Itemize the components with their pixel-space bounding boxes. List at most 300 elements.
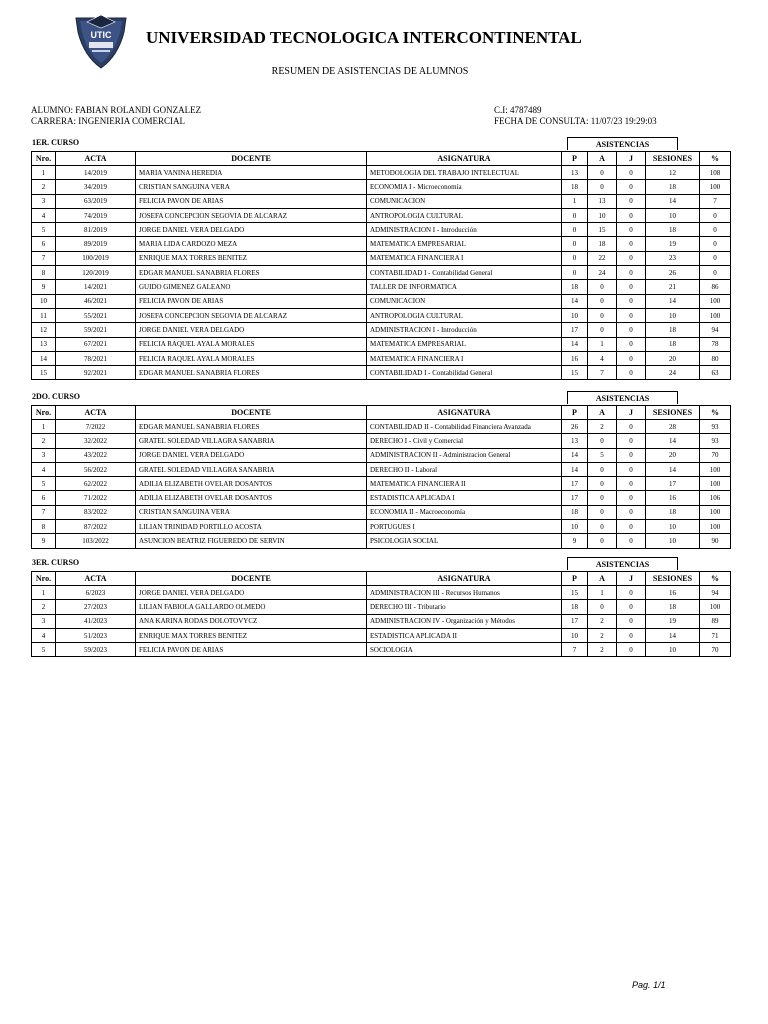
cell-acta: 89/2019 (56, 237, 136, 251)
logo-text: UTIC (90, 30, 112, 40)
cell-docente: LILIAN FABIOLA GALLARDO OLMEDO (136, 600, 367, 614)
cell-asignatura: COMUNICACION (367, 294, 562, 308)
cell-pct: 71 (700, 628, 731, 642)
cell-pct: 100 (700, 600, 731, 614)
cell-a: 0 (588, 520, 617, 534)
cell-pct: 108 (700, 166, 731, 180)
cell-nro: 1 (32, 586, 56, 600)
table-row (32, 237, 731, 251)
cell-p: 18 (562, 280, 588, 294)
cell-acta: 120/2019 (56, 266, 136, 280)
cell-nro: 5 (32, 643, 56, 657)
table-row (32, 266, 731, 280)
cell-sesiones: 14 (646, 628, 700, 642)
cell-j: 0 (617, 294, 646, 308)
column-header-docente: DOCENTE (136, 152, 367, 166)
cell-nro: 9 (32, 280, 56, 294)
cell-pct: 78 (700, 337, 731, 351)
cell-nro: 1 (32, 166, 56, 180)
column-header-asignatura: ASIGNATURA (367, 406, 562, 420)
cell-p: 26 (562, 420, 588, 434)
cell-nro: 12 (32, 323, 56, 337)
table-row (32, 505, 731, 519)
cell-acta: 103/2022 (56, 534, 136, 548)
cell-asignatura: CONTABILIDAD II - Contabilidad Financiera Avanzada (367, 420, 562, 434)
cell-asignatura: CONTABILIDAD I - Contabilidad General (367, 366, 562, 380)
cell-p: 9 (562, 534, 588, 548)
cell-a: 0 (588, 477, 617, 491)
cell-asignatura: ADMINISTRACION IV - Organización y Métodos (367, 614, 562, 628)
cell-pct: 100 (700, 505, 731, 519)
cell-nro: 11 (32, 308, 56, 322)
cell-nro: 8 (32, 266, 56, 280)
cell-p: 16 (562, 351, 588, 365)
column-header-a: A (588, 152, 617, 166)
column-header-j: J (617, 572, 646, 586)
column-header-sesiones: SESIONES (646, 152, 700, 166)
cell-sesiones: 19 (646, 237, 700, 251)
section-header (31, 557, 730, 571)
cell-asignatura: ADMINISTRACION III - Recursos Humanos (367, 586, 562, 600)
cell-docente: CRISTIAN SANGUINA VERA (136, 180, 367, 194)
asistencias-header: ASISTENCIAS (567, 557, 678, 570)
cell-nro: 1 (32, 420, 56, 434)
cell-docente: ADILIA ELIZABETH OVELAR DOSANTOS (136, 491, 367, 505)
table-row (32, 280, 731, 294)
cell-a: 15 (588, 223, 617, 237)
cell-nro: 3 (32, 448, 56, 462)
cell-asignatura: MATEMATICA FINANCIERA I (367, 351, 562, 365)
cell-asignatura: MATEMATICA FINANCIERA I (367, 251, 562, 265)
cell-docente: FELICIA RAQUEL AYALA MORALES (136, 351, 367, 365)
cell-docente: ENRIQUE MAX TORRES BENITEZ (136, 251, 367, 265)
table-row (32, 366, 731, 380)
table-row (32, 462, 731, 476)
cell-j: 0 (617, 628, 646, 642)
cell-docente: JORGE DANIEL VERA DELGADO (136, 586, 367, 600)
cell-a: 0 (588, 180, 617, 194)
cell-pct: 89 (700, 614, 731, 628)
cell-pct: 0 (700, 208, 731, 222)
cell-j: 0 (617, 614, 646, 628)
column-header-asignatura: ASIGNATURA (367, 572, 562, 586)
cell-p: 18 (562, 600, 588, 614)
cell-j: 0 (617, 420, 646, 434)
query-date: FECHA DE CONSULTA: 11/07/23 19:29:03 (494, 116, 657, 126)
cell-docente: EDGAR MANUEL SANABRIA FLORES (136, 266, 367, 280)
cell-p: 10 (562, 520, 588, 534)
cell-nro: 14 (32, 351, 56, 365)
cell-j: 0 (617, 505, 646, 519)
cell-sesiones: 18 (646, 323, 700, 337)
cell-p: 0 (562, 251, 588, 265)
section-label: 1ER. CURSO (32, 138, 80, 147)
cell-pct: 70 (700, 643, 731, 657)
cell-nro: 4 (32, 628, 56, 642)
cell-sesiones: 20 (646, 351, 700, 365)
cell-pct: 0 (700, 266, 731, 280)
cell-acta: 46/2021 (56, 294, 136, 308)
cell-acta: 81/2019 (56, 223, 136, 237)
cell-j: 0 (617, 643, 646, 657)
table-row (32, 323, 731, 337)
cell-p: 0 (562, 266, 588, 280)
cell-acta: 100/2019 (56, 251, 136, 265)
table-row (32, 534, 731, 548)
cell-j: 0 (617, 491, 646, 505)
document-title: RESUMEN DE ASISTENCIAS DE ALUMNOS (271, 66, 469, 77)
cell-nro: 6 (32, 491, 56, 505)
cell-nro: 3 (32, 194, 56, 208)
cell-sesiones: 18 (646, 337, 700, 351)
cell-pct: 63 (700, 366, 731, 380)
attendance-table (31, 405, 731, 549)
cell-asignatura: ANTROPOLOGIA CULTURAL (367, 308, 562, 322)
cell-nro: 7 (32, 251, 56, 265)
cell-nro: 8 (32, 520, 56, 534)
column-header-docente: DOCENTE (136, 572, 367, 586)
table-row (32, 491, 731, 505)
cell-j: 0 (617, 337, 646, 351)
cell-a: 0 (588, 462, 617, 476)
cell-nro: 13 (32, 337, 56, 351)
cell-p: 15 (562, 586, 588, 600)
cell-nro: 10 (32, 294, 56, 308)
cell-a: 2 (588, 420, 617, 434)
cell-a: 2 (588, 614, 617, 628)
cell-a: 0 (588, 323, 617, 337)
query-info (494, 105, 657, 127)
cell-acta: 27/2023 (56, 600, 136, 614)
column-header-asignatura: ASIGNATURA (367, 152, 562, 166)
cell-a: 13 (588, 194, 617, 208)
cell-a: 1 (588, 586, 617, 600)
cell-pct: 0 (700, 223, 731, 237)
cell-pct: 100 (700, 520, 731, 534)
cell-p: 17 (562, 614, 588, 628)
cell-acta: 56/2022 (56, 462, 136, 476)
cell-j: 0 (617, 462, 646, 476)
table-row (32, 351, 731, 365)
cell-sesiones: 21 (646, 280, 700, 294)
table-row (32, 251, 731, 265)
cell-p: 17 (562, 491, 588, 505)
cell-p: 15 (562, 366, 588, 380)
table-row (32, 434, 731, 448)
cell-docente: FELICIA PAVON DE ARIAS (136, 194, 367, 208)
cell-docente: ENRIQUE MAX TORRES BENITEZ (136, 628, 367, 642)
table-row (32, 194, 731, 208)
cell-docente: GUIDO GIMENEZ GALEANO (136, 280, 367, 294)
cell-asignatura: PSICOLOGIA SOCIAL (367, 534, 562, 548)
cell-asignatura: PORTUGUES I (367, 520, 562, 534)
cell-j: 0 (617, 477, 646, 491)
cell-acta: 83/2022 (56, 505, 136, 519)
cell-j: 0 (617, 208, 646, 222)
cell-sesiones: 16 (646, 491, 700, 505)
cell-acta: 43/2022 (56, 448, 136, 462)
cell-sesiones: 18 (646, 223, 700, 237)
cell-sesiones: 14 (646, 462, 700, 476)
cell-sesiones: 14 (646, 434, 700, 448)
column-header-acta: ACTA (56, 406, 136, 420)
cell-nro: 4 (32, 462, 56, 476)
column-header-sesiones: SESIONES (646, 572, 700, 586)
column-header-p: P (562, 572, 588, 586)
cell-pct: 100 (700, 294, 731, 308)
table-row (32, 420, 731, 434)
cell-j: 0 (617, 280, 646, 294)
column-header-nro: Nro. (32, 152, 56, 166)
cell-pct: 86 (700, 280, 731, 294)
cell-docente: JORGE DANIEL VERA DELGADO (136, 323, 367, 337)
cell-j: 0 (617, 351, 646, 365)
cell-docente: FELICIA PAVON DE ARIAS (136, 643, 367, 657)
cell-acta: 32/2022 (56, 434, 136, 448)
cell-acta: 87/2022 (56, 520, 136, 534)
cell-asignatura: ADMINISTRACION I - Introducción (367, 223, 562, 237)
cell-acta: 51/2023 (56, 628, 136, 642)
cell-nro: 7 (32, 505, 56, 519)
cell-sesiones: 10 (646, 534, 700, 548)
cell-sesiones: 10 (646, 520, 700, 534)
cell-j: 0 (617, 520, 646, 534)
cell-a: 4 (588, 351, 617, 365)
cell-a: 0 (588, 534, 617, 548)
cell-sesiones: 10 (646, 208, 700, 222)
section-label: 2DO. CURSO (32, 392, 81, 401)
table-row (32, 180, 731, 194)
table-row (32, 223, 731, 237)
cell-j: 0 (617, 448, 646, 462)
cell-docente: MARIA VANINA HEREDIA (136, 166, 367, 180)
course-section (31, 557, 730, 657)
table-row (32, 448, 731, 462)
cell-asignatura: DERECHO II - Laboral (367, 462, 562, 476)
table-row (32, 600, 731, 614)
table-row (32, 520, 731, 534)
cell-pct: 100 (700, 477, 731, 491)
table-row (32, 586, 731, 600)
cell-sesiones: 26 (646, 266, 700, 280)
cell-acta: 59/2021 (56, 323, 136, 337)
cell-a: 0 (588, 491, 617, 505)
cell-pct: 0 (700, 237, 731, 251)
cell-asignatura: TALLER DE INFORMATICA (367, 280, 562, 294)
student-name: ALUMNO: FABIAN ROLANDI GONZALEZ (31, 105, 202, 115)
cell-asignatura: ANTROPOLOGIA CULTURAL (367, 208, 562, 222)
cell-acta: 14/2019 (56, 166, 136, 180)
cell-acta: 78/2021 (56, 351, 136, 365)
column-header-acta: ACTA (56, 152, 136, 166)
column-header-pct: % (700, 152, 731, 166)
attendance-table (31, 151, 731, 380)
column-header-a: A (588, 406, 617, 420)
cell-a: 0 (588, 434, 617, 448)
cell-sesiones: 18 (646, 505, 700, 519)
cell-p: 18 (562, 180, 588, 194)
cell-asignatura: ESTADISTICA APLICADA I (367, 491, 562, 505)
cell-p: 14 (562, 294, 588, 308)
cell-j: 0 (617, 180, 646, 194)
cell-j: 0 (617, 251, 646, 265)
cell-pct: 93 (700, 420, 731, 434)
cell-a: 0 (588, 280, 617, 294)
cell-pct: 0 (700, 251, 731, 265)
cell-nro: 5 (32, 477, 56, 491)
cell-a: 0 (588, 505, 617, 519)
asistencias-header: ASISTENCIAS (567, 391, 678, 404)
cell-pct: 100 (700, 180, 731, 194)
cell-nro: 5 (32, 223, 56, 237)
cell-asignatura: DERECHO I - Civil y Comercial (367, 434, 562, 448)
column-header-j: J (617, 406, 646, 420)
cell-p: 17 (562, 323, 588, 337)
cell-p: 10 (562, 308, 588, 322)
cell-acta: 14/2021 (56, 280, 136, 294)
cell-sesiones: 17 (646, 477, 700, 491)
column-header-nro: Nro. (32, 406, 56, 420)
cell-sesiones: 10 (646, 643, 700, 657)
cell-acta: 71/2022 (56, 491, 136, 505)
cell-acta: 67/2021 (56, 337, 136, 351)
cell-docente: EDGAR MANUEL SANABRIA FLORES (136, 420, 367, 434)
cell-a: 0 (588, 600, 617, 614)
cell-p: 0 (562, 223, 588, 237)
cell-docente: GRATEL SOLEDAD VILLAGRA SANABRIA (136, 462, 367, 476)
cell-a: 24 (588, 266, 617, 280)
cell-pct: 94 (700, 323, 731, 337)
table-row (32, 294, 731, 308)
cell-j: 0 (617, 434, 646, 448)
cell-nro: 3 (32, 614, 56, 628)
cell-p: 1 (562, 194, 588, 208)
cell-pct: 7 (700, 194, 731, 208)
cell-acta: 34/2019 (56, 180, 136, 194)
cell-asignatura: MATEMATICA FINANCIERA II (367, 477, 562, 491)
cell-acta: 59/2023 (56, 643, 136, 657)
cell-a: 7 (588, 366, 617, 380)
cell-a: 22 (588, 251, 617, 265)
cell-asignatura: ECONOMIA II - Macroeconomía (367, 505, 562, 519)
cell-asignatura: SOCIOLOGIA (367, 643, 562, 657)
cell-a: 0 (588, 294, 617, 308)
cell-nro: 15 (32, 366, 56, 380)
cell-sesiones: 10 (646, 308, 700, 322)
cell-a: 2 (588, 628, 617, 642)
section-header (31, 137, 730, 151)
cell-docente: ANA KARINA RODAS DOLOTOVYCZ (136, 614, 367, 628)
cell-p: 10 (562, 628, 588, 642)
column-header-acta: ACTA (56, 572, 136, 586)
cell-j: 0 (617, 586, 646, 600)
cell-sesiones: 20 (646, 448, 700, 462)
cell-nro: 6 (32, 237, 56, 251)
cell-nro: 9 (32, 534, 56, 548)
cell-p: 0 (562, 208, 588, 222)
cell-acta: 55/2021 (56, 308, 136, 322)
cell-sesiones: 19 (646, 614, 700, 628)
cell-pct: 94 (700, 586, 731, 600)
asistencias-header: ASISTENCIAS (567, 137, 678, 150)
university-logo (70, 12, 132, 70)
cell-docente: ADILIA ELIZABETH OVELAR DOSANTOS (136, 477, 367, 491)
cell-asignatura: ECONOMIA I - Microeconomía (367, 180, 562, 194)
cell-p: 7 (562, 643, 588, 657)
cell-asignatura: CONTABILIDAD I - Contabilidad General (367, 266, 562, 280)
cell-acta: 92/2021 (56, 366, 136, 380)
cell-docente: LILIAN TRINIDAD PORTILLO ACOSTA (136, 520, 367, 534)
student-career: CARRERA: INGENIERIA COMERCIAL (31, 116, 186, 126)
table-row (32, 643, 731, 657)
cell-pct: 100 (700, 308, 731, 322)
attendance-table (31, 571, 731, 657)
cell-docente: FELICIA PAVON DE ARIAS (136, 294, 367, 308)
table-header-row (32, 406, 731, 420)
cell-p: 13 (562, 434, 588, 448)
table-row (32, 477, 731, 491)
student-ci: C.I: 4787489 (494, 105, 542, 115)
cell-nro: 2 (32, 434, 56, 448)
cell-docente: FELICIA RAQUEL AYALA MORALES (136, 337, 367, 351)
cell-j: 0 (617, 166, 646, 180)
section-label: 3ER. CURSO (32, 558, 80, 567)
cell-sesiones: 18 (646, 180, 700, 194)
table-row (32, 308, 731, 322)
column-header-p: P (562, 406, 588, 420)
cell-pct: 100 (700, 462, 731, 476)
cell-docente: JORGE DANIEL VERA DELGADO (136, 448, 367, 462)
table-row (32, 166, 731, 180)
column-header-nro: Nro. (32, 572, 56, 586)
section-header (31, 391, 730, 405)
cell-p: 13 (562, 166, 588, 180)
table-row (32, 628, 731, 642)
cell-nro: 2 (32, 600, 56, 614)
column-header-sesiones: SESIONES (646, 406, 700, 420)
cell-sesiones: 14 (646, 194, 700, 208)
cell-docente: CRISTIAN SANGUINA VERA (136, 505, 367, 519)
cell-docente: JORGE DANIEL VERA DELGADO (136, 223, 367, 237)
cell-docente: JOSEFA CONCEPCION SEGOVIA DE ALCARAZ (136, 308, 367, 322)
cell-asignatura: COMUNICACION (367, 194, 562, 208)
cell-acta: 62/2022 (56, 477, 136, 491)
page-number: Pag. 1/1 (632, 980, 666, 990)
table-row (32, 337, 731, 351)
column-header-pct: % (700, 406, 731, 420)
cell-acta: 63/2019 (56, 194, 136, 208)
cell-a: 5 (588, 448, 617, 462)
cell-docente: ASUNCION BEATRIZ FIGUEREDO DE SERVIN (136, 534, 367, 548)
cell-j: 0 (617, 534, 646, 548)
cell-acta: 7/2022 (56, 420, 136, 434)
column-header-j: J (617, 152, 646, 166)
cell-sesiones: 28 (646, 420, 700, 434)
cell-j: 0 (617, 194, 646, 208)
cell-nro: 4 (32, 208, 56, 222)
cell-docente: JOSEFA CONCEPCION SEGOVIA DE ALCARAZ (136, 208, 367, 222)
cell-j: 0 (617, 237, 646, 251)
cell-acta: 6/2023 (56, 586, 136, 600)
cell-acta: 74/2019 (56, 208, 136, 222)
cell-pct: 93 (700, 434, 731, 448)
cell-docente: MARIA LIDA CARDOZO MEZA (136, 237, 367, 251)
cell-sesiones: 14 (646, 294, 700, 308)
cell-j: 0 (617, 323, 646, 337)
cell-p: 17 (562, 477, 588, 491)
column-header-pct: % (700, 572, 731, 586)
cell-sesiones: 16 (646, 586, 700, 600)
